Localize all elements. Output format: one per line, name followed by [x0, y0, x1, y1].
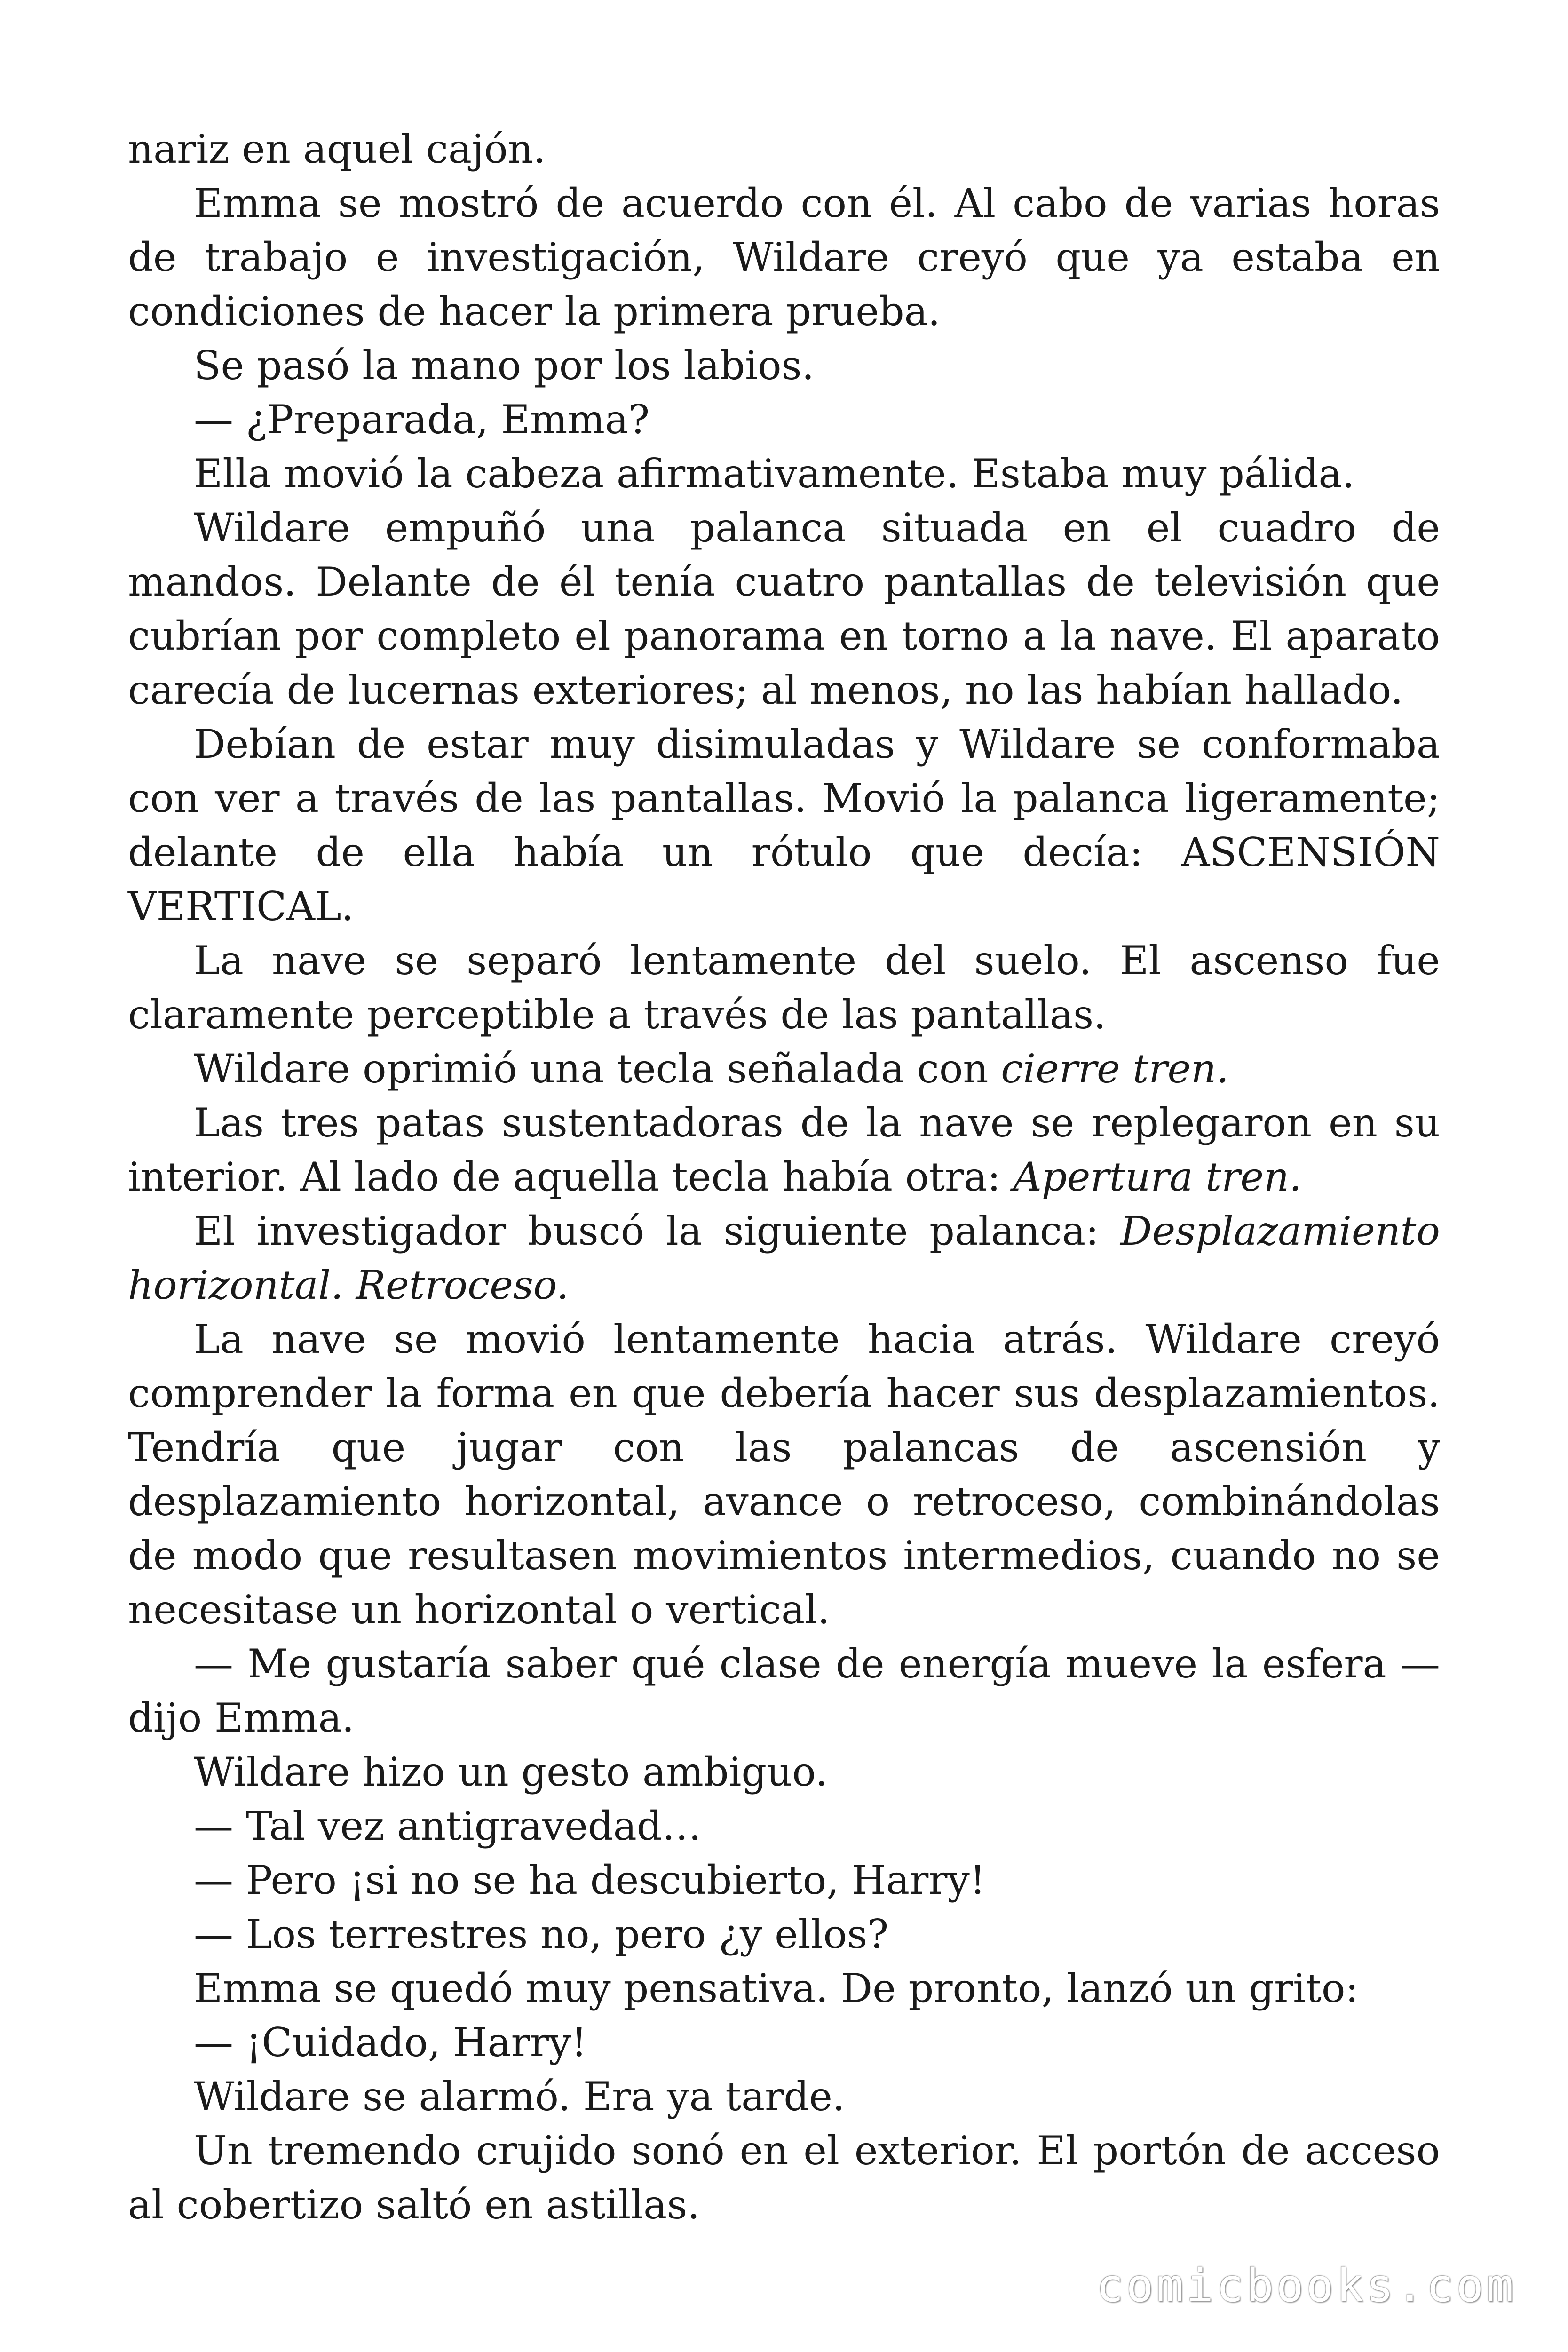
italic-text-segment: Desplazamiento horizontal. Retroceso.: [128, 1208, 1440, 1308]
paragraph: [128, 1637, 1440, 1745]
paragraph: [128, 717, 1440, 934]
text-segment: — Pero ¡si no se ha descubierto, Harry!: [194, 1857, 986, 1903]
text-segment: Wildare se alarmó. Era ya tarde.: [194, 2074, 845, 2120]
paragraph: [128, 2124, 1440, 2232]
paragraph: [128, 339, 1440, 393]
watermark-text: comicbooks.com: [1096, 2259, 1516, 2312]
paragraph: [128, 447, 1440, 501]
paragraph: [128, 1962, 1440, 2016]
paragraph: [128, 2016, 1440, 2070]
text-segment: Emma se quedó muy pensativa. De pronto, lanzó un grito:: [194, 1965, 1359, 2011]
text-segment: Debían de estar muy disimuladas y Wildare se conformaba con ver a través de las pantallas. Movió la palanca ligeramente; delante de ella había un rótulo que decía: ASCENSIÓN VERTICAL.: [128, 721, 1440, 930]
paragraph: [128, 1853, 1440, 1907]
paragraph: [128, 122, 1440, 176]
text-segment: El investigador buscó la siguiente palanca:: [194, 1208, 1121, 1254]
paragraph: [128, 393, 1440, 447]
text-segment: Las tres patas sustentadoras de la nave se replegaron en su interior. Al lado de aquella tecla había otra:: [128, 1100, 1440, 1200]
text-segment: Wildare hizo un gesto ambiguo.: [194, 1749, 828, 1795]
italic-text-segment: Apertura tren.: [1013, 1154, 1302, 1200]
paragraph: [128, 934, 1440, 1042]
text-segment: — Tal vez antigravedad…: [194, 1803, 702, 1849]
text-segment: Ella movió la cabeza afirmativamente. Estaba muy pálida.: [194, 451, 1355, 497]
paragraph: [128, 1204, 1440, 1312]
italic-text-segment: cierre tren.: [1001, 1046, 1229, 1092]
paragraph: [128, 501, 1440, 717]
text-segment: Un tremendo crujido sonó en el exterior. El portón de acceso al cobertizo saltó en astillas.: [128, 2128, 1440, 2228]
paragraph: [128, 1042, 1440, 1096]
paragraph: [128, 1799, 1440, 1853]
text-segment: Emma se mostró de acuerdo con él. Al cabo de varias horas de trabajo e investigación, Wildare creyó que ya estaba en condiciones de hacer la primera prueba.: [128, 180, 1440, 334]
text-segment: La nave se movió lentamente hacia atrás. Wildare creyó comprender la forma en que debería hacer sus desplazamientos. Tendría que jugar con las palancas de ascensión y desplazamiento horizontal, avance o retroceso, combinándolas de modo que resultasen movimientos intermedios, cuando no se necesitase un horizontal o vertical.: [128, 1316, 1440, 1633]
paragraph: [128, 2070, 1440, 2124]
paragraph: [128, 1096, 1440, 1204]
text-segment: — ¡Cuidado, Harry!: [194, 2019, 587, 2066]
text-segment: Se pasó la mano por los labios.: [194, 342, 815, 389]
paragraph: [128, 176, 1440, 339]
paragraph: [128, 1312, 1440, 1637]
text-segment: — Los terrestres no, pero ¿y ellos?: [194, 1911, 889, 1957]
text-segment: nariz en aquel cajón.: [128, 126, 546, 172]
paragraph: [128, 1907, 1440, 1962]
text-segment: — ¿Preparada, Emma?: [194, 397, 650, 443]
text-segment: Wildare empuñó una palanca situada en el cuadro de mandos. Delante de él tenía cuatro pantallas de televisión que cubrían por completo el panorama en torno a la nave. El aparato carecía de lucernas exteriores; al menos, no las habían hallado.: [128, 505, 1440, 713]
text-segment: La nave se separó lentamente del suelo. El ascenso fue claramente perceptible a través de las pantallas.: [128, 938, 1440, 1038]
text-segment: Wildare oprimió una tecla señalada con: [194, 1046, 1001, 1092]
text-segment: — Me gustaría saber qué clase de energía mueve la esfera —dijo Emma.: [128, 1641, 1440, 1741]
page-body: [128, 122, 1440, 2232]
paragraph: [128, 1745, 1440, 1799]
